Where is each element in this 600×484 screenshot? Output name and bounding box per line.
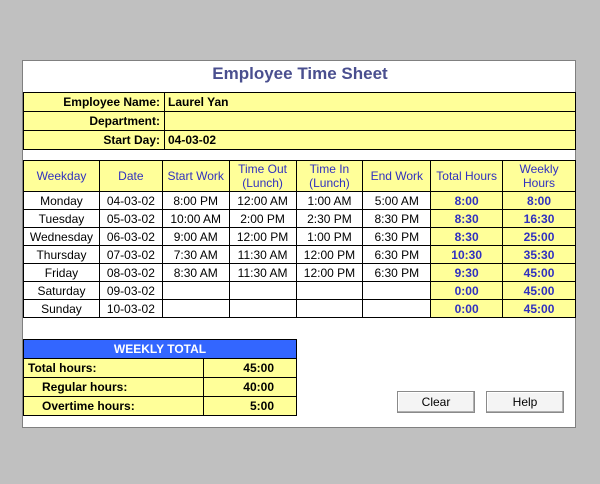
total-cell: 0:00	[431, 300, 503, 318]
total-cell: 0:00	[431, 282, 503, 300]
col-weekday: Weekday	[24, 161, 100, 192]
total-cell: 9:30	[431, 264, 503, 282]
end-cell[interactable]: 6:30 PM	[363, 264, 431, 282]
date-cell[interactable]: 09-03-02	[99, 282, 162, 300]
time-in-cell[interactable]: 1:00 AM	[296, 192, 363, 210]
table-row	[24, 210, 576, 228]
regular-hours-value: 40:00	[204, 378, 297, 397]
header-row	[24, 161, 576, 192]
time-in-cell[interactable]: 12:00 PM	[296, 264, 363, 282]
weekday-cell: Saturday	[24, 282, 100, 300]
department-label: Department:	[24, 112, 165, 131]
weekday-cell: Thursday	[24, 246, 100, 264]
time-in-cell[interactable]	[296, 282, 363, 300]
help-button[interactable]: Help	[486, 391, 564, 413]
table-row	[24, 282, 576, 300]
time-in-cell[interactable]: 2:30 PM	[296, 210, 363, 228]
weekday-cell: Wednesday	[24, 228, 100, 246]
employee-name-field[interactable]: Laurel Yan	[165, 93, 576, 112]
table-row	[24, 228, 576, 246]
weekly-cell: 45:00	[503, 300, 576, 318]
col-time-in: Time In (Lunch)	[296, 161, 363, 192]
date-cell[interactable]: 08-03-02	[99, 264, 162, 282]
weekly-cell: 35:30	[503, 246, 576, 264]
employee-info-table	[23, 92, 576, 150]
time-in-cell[interactable]: 1:00 PM	[296, 228, 363, 246]
total-cell: 8:30	[431, 228, 503, 246]
table-row	[24, 246, 576, 264]
weekly-cell: 8:00	[503, 192, 576, 210]
time-out-cell[interactable]: 11:30 AM	[229, 264, 296, 282]
start-day-field[interactable]: 04-03-02	[165, 131, 576, 150]
total-hours-value: 45:00	[204, 359, 297, 378]
weekly-total-table	[23, 339, 297, 416]
time-out-cell[interactable]	[229, 300, 296, 318]
col-end-work: End Work	[363, 161, 431, 192]
start-day-label: Start Day:	[24, 131, 165, 150]
table-row	[24, 192, 576, 210]
weekday-cell: Tuesday	[24, 210, 100, 228]
weekday-cell: Sunday	[24, 300, 100, 318]
end-cell[interactable]	[363, 300, 431, 318]
weekly-cell: 45:00	[503, 264, 576, 282]
col-start-work: Start Work	[162, 161, 229, 192]
col-total-hours: Total Hours	[431, 161, 503, 192]
end-cell[interactable]: 6:30 PM	[363, 246, 431, 264]
weekly-total-header: WEEKLY TOTAL	[24, 340, 297, 359]
start-cell[interactable]: 10:00 AM	[162, 210, 229, 228]
weekly-cell: 25:00	[503, 228, 576, 246]
weekly-cell: 16:30	[503, 210, 576, 228]
overtime-hours-label: Overtime hours:	[24, 397, 204, 416]
timesheet-table	[23, 160, 576, 318]
date-cell[interactable]: 05-03-02	[99, 210, 162, 228]
overtime-hours-value: 5:00	[204, 397, 297, 416]
col-weekly-hours: Weekly Hours	[503, 161, 576, 192]
time-out-cell[interactable]	[229, 282, 296, 300]
time-in-cell[interactable]	[296, 300, 363, 318]
total-cell: 10:30	[431, 246, 503, 264]
end-cell[interactable]	[363, 282, 431, 300]
start-cell[interactable]	[162, 300, 229, 318]
department-field[interactable]	[165, 112, 576, 131]
date-cell[interactable]: 04-03-02	[99, 192, 162, 210]
employee-name-label: Employee Name:	[24, 93, 165, 112]
weekday-cell: Monday	[24, 192, 100, 210]
clear-button[interactable]: Clear	[397, 391, 475, 413]
total-cell: 8:30	[431, 210, 503, 228]
date-cell[interactable]: 07-03-02	[99, 246, 162, 264]
time-out-cell[interactable]: 12:00 AM	[229, 192, 296, 210]
col-time-out: Time Out (Lunch)	[229, 161, 296, 192]
start-cell[interactable]	[162, 282, 229, 300]
table-row	[24, 264, 576, 282]
time-out-cell[interactable]: 2:00 PM	[229, 210, 296, 228]
date-cell[interactable]: 10-03-02	[99, 300, 162, 318]
start-cell[interactable]: 8:00 PM	[162, 192, 229, 210]
table-row	[24, 300, 576, 318]
end-cell[interactable]: 6:30 PM	[363, 228, 431, 246]
page-title: Employee Time Sheet	[212, 64, 388, 83]
end-cell[interactable]: 5:00 AM	[363, 192, 431, 210]
start-cell[interactable]: 7:30 AM	[162, 246, 229, 264]
regular-hours-label: Regular hours:	[24, 378, 204, 397]
total-cell: 8:00	[431, 192, 503, 210]
total-hours-label: Total hours:	[24, 359, 204, 378]
time-in-cell[interactable]: 12:00 PM	[296, 246, 363, 264]
time-out-cell[interactable]: 12:00 PM	[229, 228, 296, 246]
start-cell[interactable]: 8:30 AM	[162, 264, 229, 282]
end-cell[interactable]: 8:30 PM	[363, 210, 431, 228]
col-date: Date	[99, 161, 162, 192]
weekday-cell: Friday	[24, 264, 100, 282]
weekly-cell: 45:00	[503, 282, 576, 300]
start-cell[interactable]: 9:00 AM	[162, 228, 229, 246]
date-cell[interactable]: 06-03-02	[99, 228, 162, 246]
time-out-cell[interactable]: 11:30 AM	[229, 246, 296, 264]
